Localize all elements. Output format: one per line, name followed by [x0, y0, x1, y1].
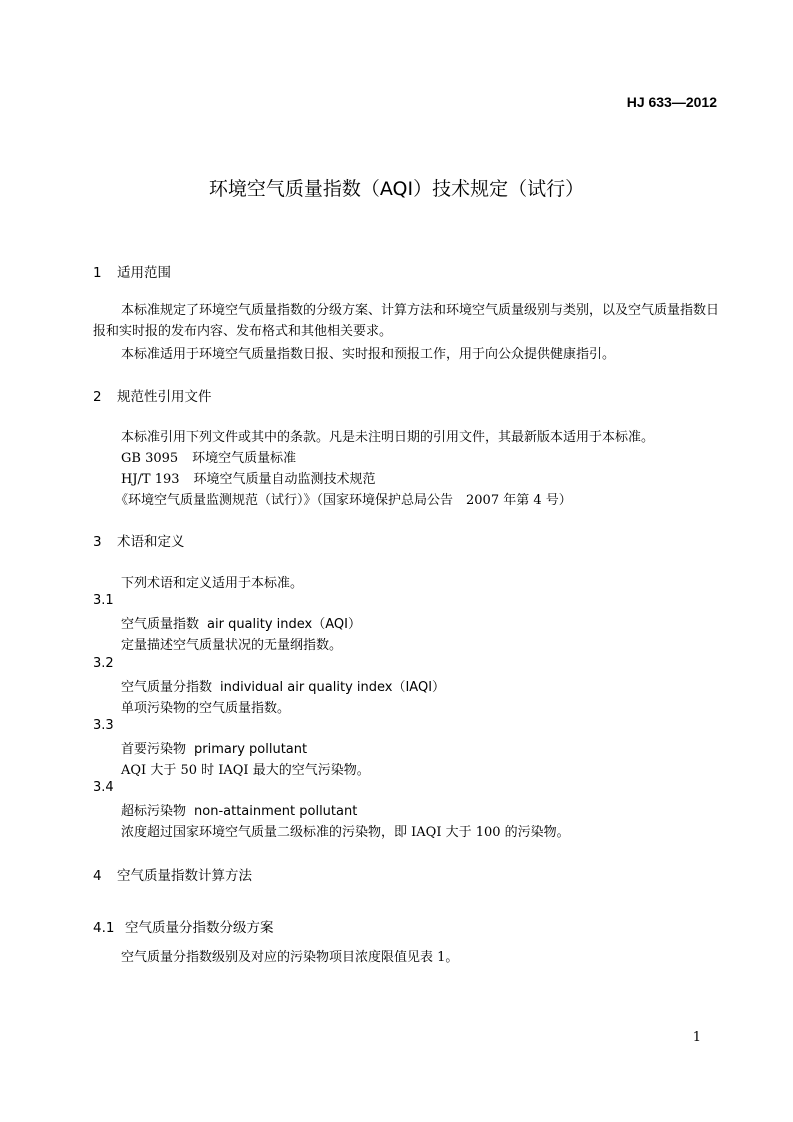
subsection-4-1-text: 空气质量分指数级别及对应的污染物项目浓度限值见表 1。 — [121, 950, 459, 965]
term-en: primary pollutant — [194, 742, 308, 757]
term-en: individual air quality index（IAQI） — [220, 680, 446, 695]
section-number: 1 — [93, 265, 102, 281]
term-cn: 超标污染物 — [121, 804, 187, 819]
subsection-title: 空气质量分指数分级方案 — [125, 920, 274, 936]
subsection-number: 4.1 — [93, 920, 115, 936]
term-definition: 浓度超过国家环境空气质量二级标准的污染物，即 IAQI 大于 100 的污染物。 — [121, 825, 570, 840]
section-3-intro: 下列术语和定义适用于本标准。 — [121, 576, 304, 591]
section-number: 4 — [93, 868, 102, 884]
reference-item — [115, 489, 572, 508]
term-cn: 首要污染物 — [121, 742, 187, 757]
reference-code: HJ/T 193 — [121, 472, 180, 487]
section-1-paragraph-2: 本标准适用于环境空气质量指数日报、实时报和预报工作，用于向公众提供健康指引。 — [121, 347, 616, 362]
section-2-heading — [93, 385, 212, 405]
subsection-4-1-heading — [93, 916, 274, 936]
term-name — [121, 738, 307, 757]
section-title: 术语和定义 — [117, 534, 185, 550]
term-cn: 空气质量分指数 — [121, 680, 213, 695]
document-title: 环境空气质量指数（AQI）技术规定（试行） — [208, 178, 585, 200]
reference-item — [121, 468, 376, 487]
term-en: air quality index（AQI） — [207, 617, 361, 632]
page-number: 1 — [692, 1030, 701, 1045]
section-number: 3 — [93, 534, 102, 550]
term-en: non-attainment pollutant — [194, 804, 358, 819]
term-number: 3.3 — [93, 718, 114, 733]
reference-name: 环境空气质量自动监测技术规范 — [193, 472, 376, 487]
section-4-heading — [93, 864, 252, 884]
term-name — [121, 613, 361, 632]
term-number: 3.4 — [93, 780, 114, 795]
section-3-heading — [93, 530, 185, 550]
reference-name: 环境空气质量标准 — [192, 451, 297, 466]
term-name — [121, 676, 445, 695]
term-number: 3.2 — [93, 656, 114, 671]
section-2-intro: 本标准引用下列文件或其中的条款。凡是未注明日期的引用文件，其最新版本适用于本标准。 — [121, 430, 655, 445]
term-name — [121, 800, 357, 819]
reference-item — [121, 447, 296, 466]
standard-number: HJ 633—2012 — [626, 94, 717, 110]
term-definition: AQI 大于 50 时 IAQI 最大的空气污染物。 — [121, 763, 370, 778]
term-definition: 定量描述空气质量状况的无量纲指数。 — [121, 638, 343, 653]
section-title: 规范性引用文件 — [117, 389, 212, 405]
section-number: 2 — [93, 389, 102, 405]
term-cn: 空气质量指数 — [121, 617, 200, 632]
reference-code: GB 3095 — [121, 451, 179, 466]
section-1-heading — [93, 261, 171, 281]
section-1-paragraph-1: 本标准规定了环境空气质量指数的分级方案、计算方法和环境空气质量级别与类别，以及空气质量指数日报和实时报的发布内容、发布格式和其他相关要求。 — [93, 303, 720, 339]
term-definition: 单项污染物的空气质量指数。 — [121, 701, 291, 716]
reference-name: 《环境空气质量监测规范（试行）》（国家环境保护总局公告 2007 年第 4 号） — [115, 493, 572, 508]
section-title: 空气质量指数计算方法 — [117, 868, 252, 884]
term-number: 3.1 — [93, 593, 114, 608]
section-title: 适用范围 — [117, 265, 171, 281]
